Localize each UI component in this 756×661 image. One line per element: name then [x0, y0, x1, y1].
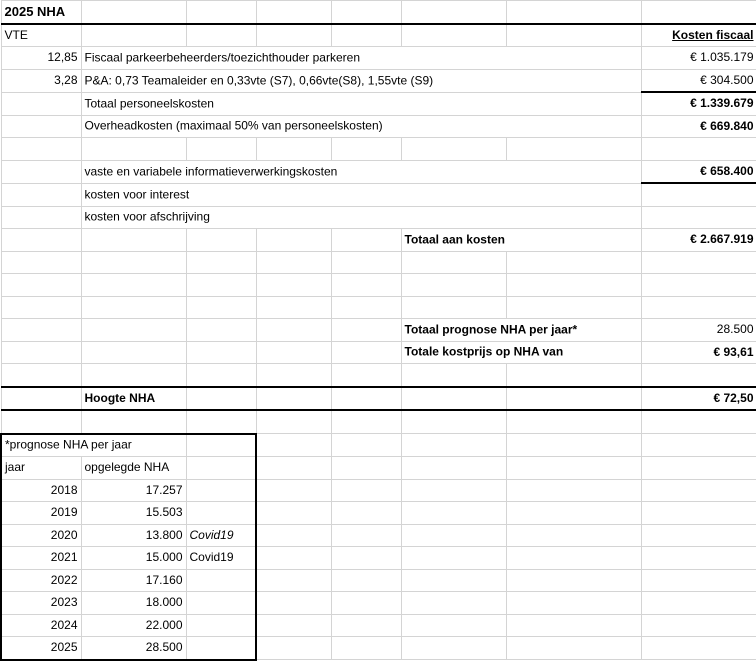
- cell-empty: [1, 138, 81, 161]
- prognose-nha: 17.160: [81, 569, 186, 592]
- table-row: [1, 69, 756, 92]
- prognose-nha: 15.000: [81, 547, 186, 570]
- table-row: [1, 457, 756, 480]
- table-row: [1, 341, 756, 364]
- prognose-year: 2018: [1, 479, 81, 502]
- prognose-nha: 18.000: [81, 592, 186, 615]
- prognose-year: 2019: [1, 502, 81, 525]
- cell-empty: [186, 364, 256, 387]
- cell-empty: [186, 434, 256, 457]
- prognose-year: 2022: [1, 569, 81, 592]
- list-item: [1, 524, 756, 547]
- overhead-label: Overheadkosten (maximaal 50% van personeelskosten): [81, 115, 641, 138]
- cell-empty: [506, 479, 641, 502]
- cell-empty: [401, 637, 506, 660]
- table-row: [1, 206, 756, 229]
- cell-empty: [256, 479, 331, 502]
- kostprijs-label: Totale kostprijs op NHA van: [401, 341, 641, 364]
- cell-empty: [1, 183, 81, 206]
- table-row: [1, 1, 756, 24]
- cell-empty: [641, 1, 756, 24]
- cell-empty: [331, 24, 401, 47]
- cell-empty: [641, 434, 756, 457]
- cell-empty: [331, 637, 401, 660]
- page-title: 2025 NHA: [1, 1, 81, 24]
- cell-empty: [506, 592, 641, 615]
- prognose-note: [186, 614, 256, 637]
- cell-empty: [1, 364, 81, 387]
- cell-empty: [81, 229, 186, 252]
- cell-empty: [506, 24, 641, 47]
- table-row: [1, 115, 756, 138]
- cell-empty: [186, 341, 256, 364]
- cell-empty: [186, 457, 256, 480]
- cell-empty: [641, 138, 756, 161]
- prognose-note: Covid19: [186, 547, 256, 570]
- pa-vte: 3,28: [1, 69, 81, 92]
- informatie-amount: € 658.400: [641, 160, 756, 183]
- cell-empty: [506, 637, 641, 660]
- cell-empty: [506, 296, 641, 319]
- cell-empty: [641, 637, 756, 660]
- table-row: [1, 138, 756, 161]
- fiscaal-amount: € 1.035.179: [641, 47, 756, 70]
- cell-empty: [81, 364, 186, 387]
- cell-empty: [331, 502, 401, 525]
- cell-empty: [186, 274, 256, 297]
- cell-empty: [401, 434, 506, 457]
- cell-empty: [81, 296, 186, 319]
- cell-empty: [401, 479, 506, 502]
- cost-column-header: Kosten fiscaal: [641, 24, 756, 47]
- cell-empty: [186, 319, 256, 342]
- cell-empty: [1, 229, 81, 252]
- cell-empty: [331, 434, 401, 457]
- cell-empty: [256, 410, 331, 434]
- cell-empty: [641, 502, 756, 525]
- cell-empty: [506, 410, 641, 434]
- cell-empty: [506, 547, 641, 570]
- afschrijving-amount: [641, 206, 756, 229]
- prognose-nha: 15.503: [81, 502, 186, 525]
- cell-empty: [186, 251, 256, 274]
- cell-empty: [506, 251, 641, 274]
- cell-empty: [401, 1, 506, 24]
- cell-empty: [256, 569, 331, 592]
- list-item: [1, 569, 756, 592]
- prognose-table-caption: *prognose NHA per jaar: [1, 434, 186, 457]
- cell-empty: [641, 274, 756, 297]
- list-item: [1, 479, 756, 502]
- cell-empty: [256, 296, 331, 319]
- kostprijs-amount: € 93,61: [641, 341, 756, 364]
- table-row: [1, 387, 756, 411]
- cell-empty: [401, 24, 506, 47]
- prognose-note: [186, 502, 256, 525]
- cell-empty: [1, 296, 81, 319]
- cell-empty: [401, 502, 506, 525]
- cell-empty: [506, 434, 641, 457]
- cell-empty: [331, 614, 401, 637]
- cell-empty: [401, 457, 506, 480]
- cell-empty: [401, 274, 506, 297]
- cell-empty: [256, 341, 331, 364]
- prognose-year: 2025: [1, 637, 81, 660]
- cell-empty: [641, 296, 756, 319]
- pa-amount: € 304.500: [641, 69, 756, 92]
- prognose-amount: 28.500: [641, 319, 756, 342]
- cell-empty: [1, 92, 81, 115]
- cell-empty: [401, 614, 506, 637]
- cell-empty: [641, 614, 756, 637]
- cell-empty: [331, 251, 401, 274]
- prognose-year: 2023: [1, 592, 81, 615]
- totaal-kosten-amount: € 2.667.919: [641, 229, 756, 252]
- cell-empty: [256, 251, 331, 274]
- table-row: [1, 410, 756, 434]
- cell-empty: [256, 364, 331, 387]
- prognose-nha: 22.000: [81, 614, 186, 637]
- table-row: [1, 92, 756, 115]
- cell-empty: [1, 387, 81, 411]
- list-item: [1, 547, 756, 570]
- prognose-nha: 17.257: [81, 479, 186, 502]
- cell-empty: [331, 387, 401, 411]
- prognose-note: Covid19: [186, 524, 256, 547]
- cell-empty: [1, 274, 81, 297]
- cell-empty: [331, 364, 401, 387]
- cell-empty: [256, 387, 331, 411]
- table-row: [1, 229, 756, 252]
- cell-empty: [641, 547, 756, 570]
- cell-empty: [186, 410, 256, 434]
- prognose-nha: 13.800: [81, 524, 186, 547]
- cell-empty: [331, 274, 401, 297]
- cell-empty: [186, 387, 256, 411]
- prognose-header-nha: opgelegde NHA: [81, 457, 186, 480]
- cell-empty: [331, 341, 401, 364]
- cell-empty: [256, 637, 331, 660]
- table-row: [1, 160, 756, 183]
- cell-empty: [256, 1, 331, 24]
- cell-empty: [506, 569, 641, 592]
- cell-empty: [256, 274, 331, 297]
- pa-label: P&A: 0,73 Teamaleider en 0,33vte (S7), 0,66vte(S8), 1,55vte (S9): [81, 69, 641, 92]
- cell-empty: [1, 341, 81, 364]
- cell-empty: [331, 569, 401, 592]
- fiscaal-vte: 12,85: [1, 47, 81, 70]
- cell-empty: [641, 592, 756, 615]
- interest-amount: [641, 183, 756, 206]
- cell-empty: [81, 341, 186, 364]
- cell-empty: [186, 229, 256, 252]
- table-row: [1, 251, 756, 274]
- cell-empty: [401, 569, 506, 592]
- fiscaal-label: Fiscaal parkeerbeheerders/toezichthouder parkeren: [81, 47, 641, 70]
- cell-empty: [641, 569, 756, 592]
- cell-empty: [1, 115, 81, 138]
- cell-empty: [331, 457, 401, 480]
- totaal-kosten-label: Totaal aan kosten: [401, 229, 641, 252]
- cell-empty: [506, 274, 641, 297]
- cell-empty: [506, 138, 641, 161]
- prognose-header-year: jaar: [1, 457, 81, 480]
- cell-empty: [331, 1, 401, 24]
- cell-empty: [1, 206, 81, 229]
- prognose-year: 2024: [1, 614, 81, 637]
- list-item: [1, 637, 756, 660]
- cell-empty: [256, 457, 331, 480]
- cell-empty: [401, 547, 506, 570]
- table-row: [1, 319, 756, 342]
- cell-empty: [256, 614, 331, 637]
- cell-empty: [186, 296, 256, 319]
- prognose-year: 2020: [1, 524, 81, 547]
- prognose-year: 2021: [1, 547, 81, 570]
- cell-empty: [186, 1, 256, 24]
- overhead-amount: € 669.840: [641, 115, 756, 138]
- cell-empty: [331, 319, 401, 342]
- table-row: [1, 274, 756, 297]
- cell-empty: [401, 410, 506, 434]
- cell-empty: [506, 524, 641, 547]
- list-item: [1, 502, 756, 525]
- cell-empty: [81, 251, 186, 274]
- cell-empty: [256, 229, 331, 252]
- totaal-personeel-amount: € 1.339.679: [641, 92, 756, 115]
- cell-empty: [641, 251, 756, 274]
- prognose-note: [186, 569, 256, 592]
- afschrijving-label: kosten voor afschrijving: [81, 206, 641, 229]
- cell-empty: [331, 547, 401, 570]
- cell-empty: [641, 479, 756, 502]
- cell-empty: [506, 502, 641, 525]
- table-row: [1, 434, 756, 457]
- cell-empty: [401, 251, 506, 274]
- prognose-label: Totaal prognose NHA per jaar*: [401, 319, 641, 342]
- cell-empty: [256, 592, 331, 615]
- cell-empty: [256, 434, 331, 457]
- cell-empty: [401, 364, 506, 387]
- cell-empty: [331, 138, 401, 161]
- hoogte-label: Hoogte NHA: [81, 387, 186, 411]
- hoogte-amount: € 72,50: [641, 387, 756, 411]
- prognose-note: [186, 637, 256, 660]
- cell-empty: [401, 296, 506, 319]
- cell-empty: [331, 524, 401, 547]
- cell-empty: [1, 251, 81, 274]
- cell-empty: [331, 479, 401, 502]
- cell-empty: [81, 274, 186, 297]
- cell-empty: [506, 457, 641, 480]
- cell-empty: [256, 502, 331, 525]
- cell-empty: [401, 387, 506, 411]
- cell-empty: [1, 319, 81, 342]
- list-item: [1, 592, 756, 615]
- table-row: [1, 296, 756, 319]
- interest-label: kosten voor interest: [81, 183, 641, 206]
- cell-empty: [1, 160, 81, 183]
- cell-empty: [401, 592, 506, 615]
- cell-empty: [256, 24, 331, 47]
- cell-empty: [641, 457, 756, 480]
- cell-empty: [81, 138, 186, 161]
- cell-empty: [401, 524, 506, 547]
- cell-empty: [401, 138, 506, 161]
- cell-empty: [641, 524, 756, 547]
- table-row: [1, 24, 756, 47]
- cell-empty: [256, 524, 331, 547]
- cell-empty: [506, 1, 641, 24]
- cell-empty: [186, 138, 256, 161]
- cell-empty: [331, 296, 401, 319]
- cell-empty: [81, 24, 186, 47]
- table-row: [1, 183, 756, 206]
- cell-empty: [256, 138, 331, 161]
- cell-empty: [1, 410, 81, 434]
- cell-empty: [641, 364, 756, 387]
- cell-empty: [641, 410, 756, 434]
- prognose-note: [186, 592, 256, 615]
- cell-empty: [331, 410, 401, 434]
- cell-empty: [331, 592, 401, 615]
- cell-empty: [506, 364, 641, 387]
- table-row: [1, 364, 756, 387]
- cell-empty: [186, 24, 256, 47]
- totaal-personeel-label: Totaal personeelskosten: [81, 92, 641, 115]
- cell-empty: [256, 547, 331, 570]
- list-item: [1, 614, 756, 637]
- cell-empty: [81, 319, 186, 342]
- cell-empty: [256, 319, 331, 342]
- cell-empty: [331, 229, 401, 252]
- cell-empty: [506, 387, 641, 411]
- cell-empty: [81, 410, 186, 434]
- cell-empty: [506, 614, 641, 637]
- informatie-label: vaste en variabele informatieverwerkingskosten: [81, 160, 641, 183]
- prognose-nha: 28.500: [81, 637, 186, 660]
- prognose-note: [186, 479, 256, 502]
- vte-column-header: VTE: [1, 24, 81, 47]
- cell-empty: [81, 1, 186, 24]
- table-row: [1, 47, 756, 70]
